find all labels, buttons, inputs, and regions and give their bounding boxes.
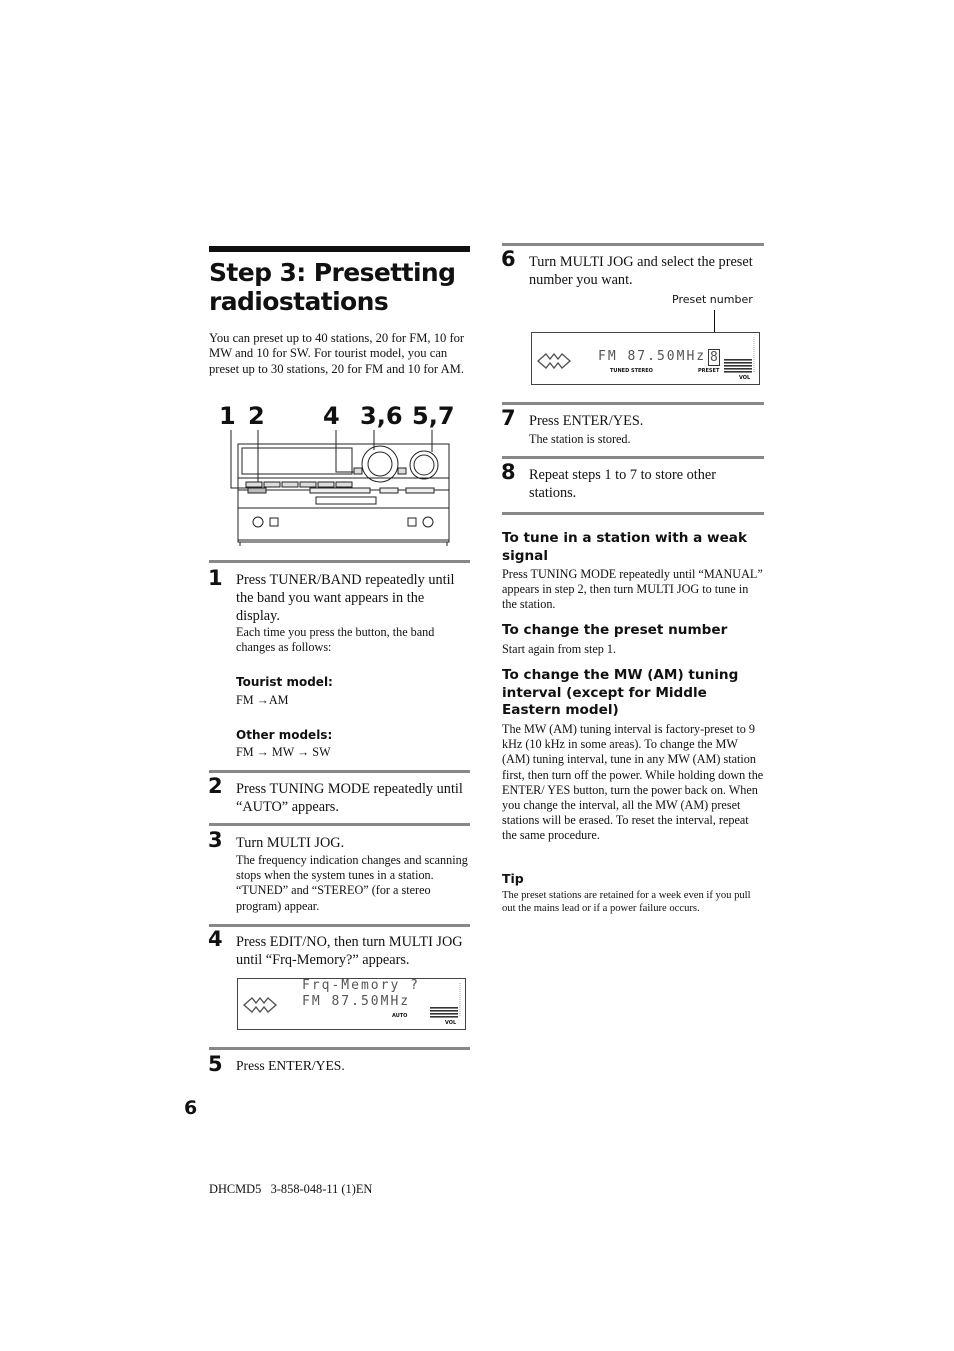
- lcd-preset-digit: 8: [710, 350, 718, 365]
- mw-interval-heading: To change the MW (AM) tuning interval (except for Middle Eastern model): [502, 667, 739, 719]
- callout-1: 1: [219, 402, 236, 430]
- volume-bars-icon: [428, 981, 462, 1025]
- multi-jog-dial: [362, 446, 398, 482]
- step5-text: Press ENTER/YES.: [236, 1058, 345, 1073]
- intro-paragraph: You can preset up to 40 stations, 20 for FM, 10 for MW and 10 for SW. For tourist model, you can preset up to 30 stations, 20 for FM and 10 for AM.: [209, 331, 465, 376]
- step3-note: The frequency indication changes and scanning stops when the system tunes in a station. “TUNED” and “STEREO” (for a stereo program) appear.: [236, 853, 468, 913]
- title-rule: [209, 246, 470, 252]
- page-title: [209, 246, 470, 316]
- edit-no-button: [354, 468, 362, 474]
- preset-number-callout: Preset number: [672, 293, 753, 306]
- mw-interval-body: The MW (AM) tuning interval is factory-preset to 9 kHz (10 kHz in some areas). To change the MW (AM) tuning interval, tune in any MW (AM) station first, then turn off the power. While holding down the ENTER/ YES button, turn the power back on. When you change the interval, all the MW (AM) preset stations will be erased. To reset the interval, repeat the same procedure.: [502, 722, 764, 843]
- step6-rule: [502, 243, 764, 246]
- step4-lcd-display: [237, 978, 466, 1030]
- step4-rule: [209, 924, 470, 927]
- stereo-unit-diagram: [228, 428, 458, 548]
- step5-rule: [209, 1047, 470, 1050]
- lcd-vol-label: VOL: [445, 1020, 457, 1026]
- step2-text: Press TUNING MODE repeatedly until “AUTO” appears.: [236, 781, 463, 815]
- lcd-line1: Frq-Memory ?: [302, 978, 420, 993]
- step3-text: Turn MULTI JOG.: [236, 835, 345, 851]
- step4-text: Press EDIT/NO, then turn MULTI JOG until “Frq-Memory?” appears.: [236, 934, 463, 968]
- volume-bars-icon: [722, 335, 756, 379]
- preset-change-body: Start again from step 1.: [502, 642, 617, 656]
- callout-3-6: 3,6: [360, 402, 403, 430]
- step2-number: 2: [208, 774, 223, 798]
- other-sequence: FM → MW → SW: [236, 745, 331, 759]
- enter-yes-button: [398, 468, 406, 474]
- step6-number: 6: [501, 247, 516, 271]
- step8-text: Repeat steps 1 to 7 to store other stations.: [529, 467, 717, 501]
- lcd-frequency: FM 87.50MHz: [598, 349, 707, 364]
- tip-heading: Tip: [502, 871, 524, 886]
- step7-rule: [502, 402, 764, 405]
- step6-lcd-display: [531, 332, 760, 385]
- lcd-auto-indicator: AUTO: [392, 1013, 408, 1019]
- lcd-vol-label: VOL: [739, 375, 751, 381]
- sound-logo-icon: [242, 995, 278, 1015]
- leader-line-4: [336, 430, 354, 472]
- tip-body: The preset stations are retained for a week even if you pull out the mains lead or if a power failure occurs.: [502, 890, 751, 915]
- lcd-line2: FM 87.50MHz: [302, 994, 411, 1009]
- step4-number: 4: [208, 927, 223, 951]
- step2-rule: [209, 770, 470, 773]
- callout-2: 2: [248, 402, 265, 430]
- tourist-label: Tourist model:: [236, 675, 333, 689]
- step1-number: 1: [208, 566, 223, 590]
- step6-text: Turn MULTI JOG and select the preset number you want.: [529, 254, 753, 288]
- document-footer: DHCMD5 3-858-048-11 (1)EN: [209, 1182, 373, 1196]
- step8-number: 8: [501, 460, 516, 484]
- tuner-band-button: [246, 482, 262, 487]
- step1-text: Press TUNER/BAND repeatedly until the band you want appears in the display.: [236, 572, 455, 624]
- tourist-sequence: FM →AM: [236, 693, 289, 707]
- step1-rule: [209, 560, 470, 563]
- preset-change-heading: To change the preset number: [502, 622, 728, 638]
- step3-rule: [209, 823, 470, 826]
- title-line1: Step 3: Presetting: [209, 258, 456, 287]
- lcd-tuned-stereo: TUNED STEREO: [610, 368, 653, 374]
- sound-logo-icon: [536, 351, 572, 371]
- step7-number: 7: [501, 406, 516, 430]
- callout-4: 4: [323, 402, 340, 430]
- step1-note: Each time you press the button, the band changes as follows:: [236, 625, 435, 655]
- page-number: 6: [184, 1097, 198, 1119]
- step7-text: Press ENTER/YES.: [529, 413, 644, 429]
- step8-bottom-rule: [502, 512, 764, 515]
- step5-number: 5: [208, 1052, 223, 1076]
- weak-signal-body: Press TUNING MODE repeatedly until “MANUAL” appears in step 2, then turn MULTI JOG to tune in the station.: [502, 567, 763, 612]
- step7-note: The station is stored.: [529, 432, 631, 446]
- step3-number: 3: [208, 828, 223, 852]
- other-label: Other models:: [236, 728, 333, 742]
- leader-line-1: [231, 430, 248, 488]
- lcd-preset-label: PRESET: [698, 368, 720, 374]
- callout-5-7: 5,7: [412, 402, 455, 430]
- weak-signal-heading: To tune in a station with a weak signal: [502, 530, 748, 564]
- title-line2: radiostations: [209, 287, 389, 316]
- step8-rule: [502, 456, 764, 459]
